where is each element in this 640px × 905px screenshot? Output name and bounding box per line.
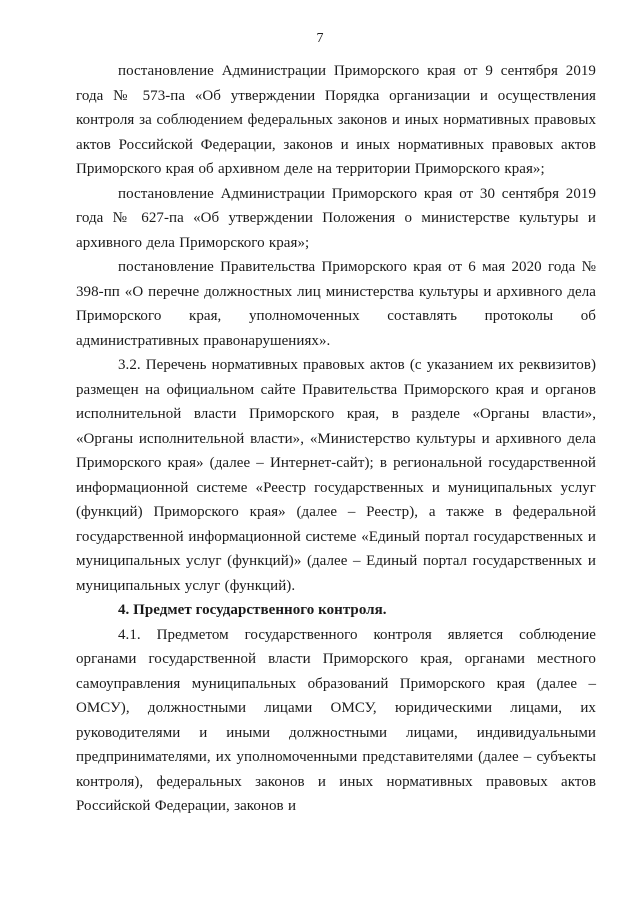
section-heading-4: 4. Предмет государственного контроля.	[118, 602, 387, 618]
paragraph-3-2: 3.2. Перечень нормативных правовых актов (с указанием их реквизитов) размещен на официальном сайте Правительства Приморского края и органов исполнительной власти Приморского края, в разделе «Органы власти», «Органы исполнительной власти», «Министерство культуры и архивного дела Приморского края» (далее – Интернет-сайт); в региональной государственной информационной системе «Реестр государственных и муниципальных услуг (функций) Приморского края» (далее – Реестр), а также в федеральной государственной информационной системе «Единый портал государственных и муниципальных услуг (функций)» (далее – Единый портал государственных и муниципальных услуг (функций).	[76, 357, 596, 594]
paragraph-resolution-573: постановление Администрации Приморского края от 9 сентября 2019 года № 573-па «Об утверждении Порядка организации и осуществления контроля за соблюдением федеральных законов и иных нормативных правовых актов Российской Федерации, законов и иных нормативных правовых актов Приморского края об архивном деле на территории Приморского края»;	[76, 63, 596, 177]
paragraph-resolution-398: постановление Правительства Приморского края от 6 мая 2020 года № 398-пп «О перечне должностных лиц министерства культуры и архивного дела Приморского края, уполномоченных составлять протоколы об административных правонарушениях».	[76, 259, 596, 349]
paragraph-4-1: 4.1. Предметом государственного контроля является соблюдение органами государственной власти Приморского края, органами местного самоуправления муниципальных образований Приморского края (далее – ОМСУ), должностными лицами ОМСУ, юридическими лицами, их руководителями и иными должностными лицами, индивидуальными предпринимателями, их уполномоченными представителями (далее – субъекты контроля), федеральных законов и иных нормативных правовых актов Российской Федерации, законов и	[76, 626, 596, 814]
page-number: 7	[316, 31, 324, 46]
paragraph-resolution-627: постановление Администрации Приморского края от 30 сентября 2019 года № 627-па «Об утверждении Положения о министерстве культуры и архивного дела Приморского края»;	[76, 185, 596, 251]
document-body	[76, 59, 596, 819]
